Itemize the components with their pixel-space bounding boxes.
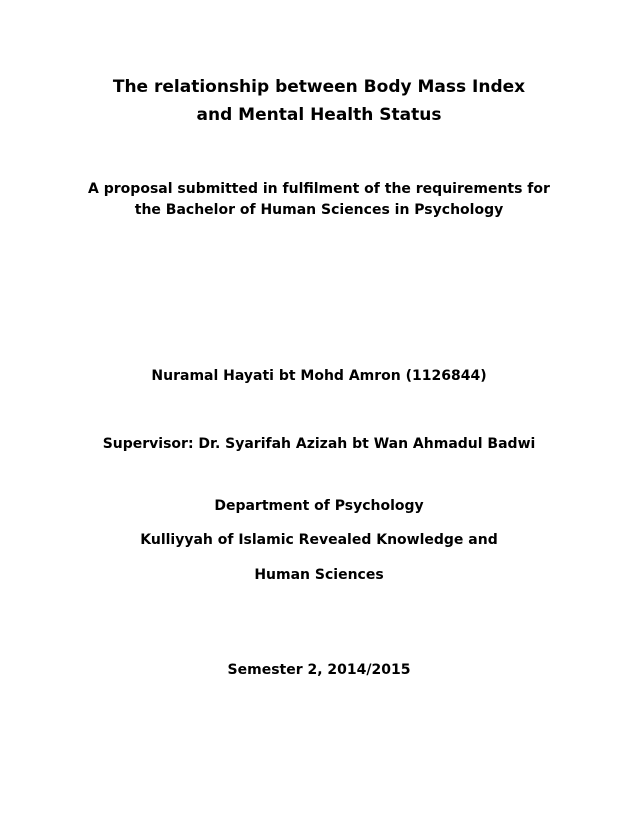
author-name: Nuramal Hayati bt Mohd Amron (1126844) [151, 368, 487, 384]
kulliyyah-name-line-2: Human Sciences [254, 567, 384, 583]
proposal-statement-line-2: the Bachelor of Human Sciences in Psychology [134, 202, 504, 218]
document-title-line-1: The relationship between Body Mass Index [112, 77, 526, 97]
proposal-statement-line-1: A proposal submitted in fulfilment of the requirements for [88, 181, 550, 197]
department-name: Department of Psychology [214, 498, 424, 514]
document-title-line-2: and Mental Health Status [196, 105, 442, 125]
kulliyyah-name-line-1: Kulliyyah of Islamic Revealed Knowledge and [140, 532, 498, 548]
supervisor-name: Supervisor: Dr. Syarifah Azizah bt Wan Ahmadul Badwi [102, 436, 536, 452]
semester-info: Semester 2, 2014/2015 [227, 662, 411, 678]
